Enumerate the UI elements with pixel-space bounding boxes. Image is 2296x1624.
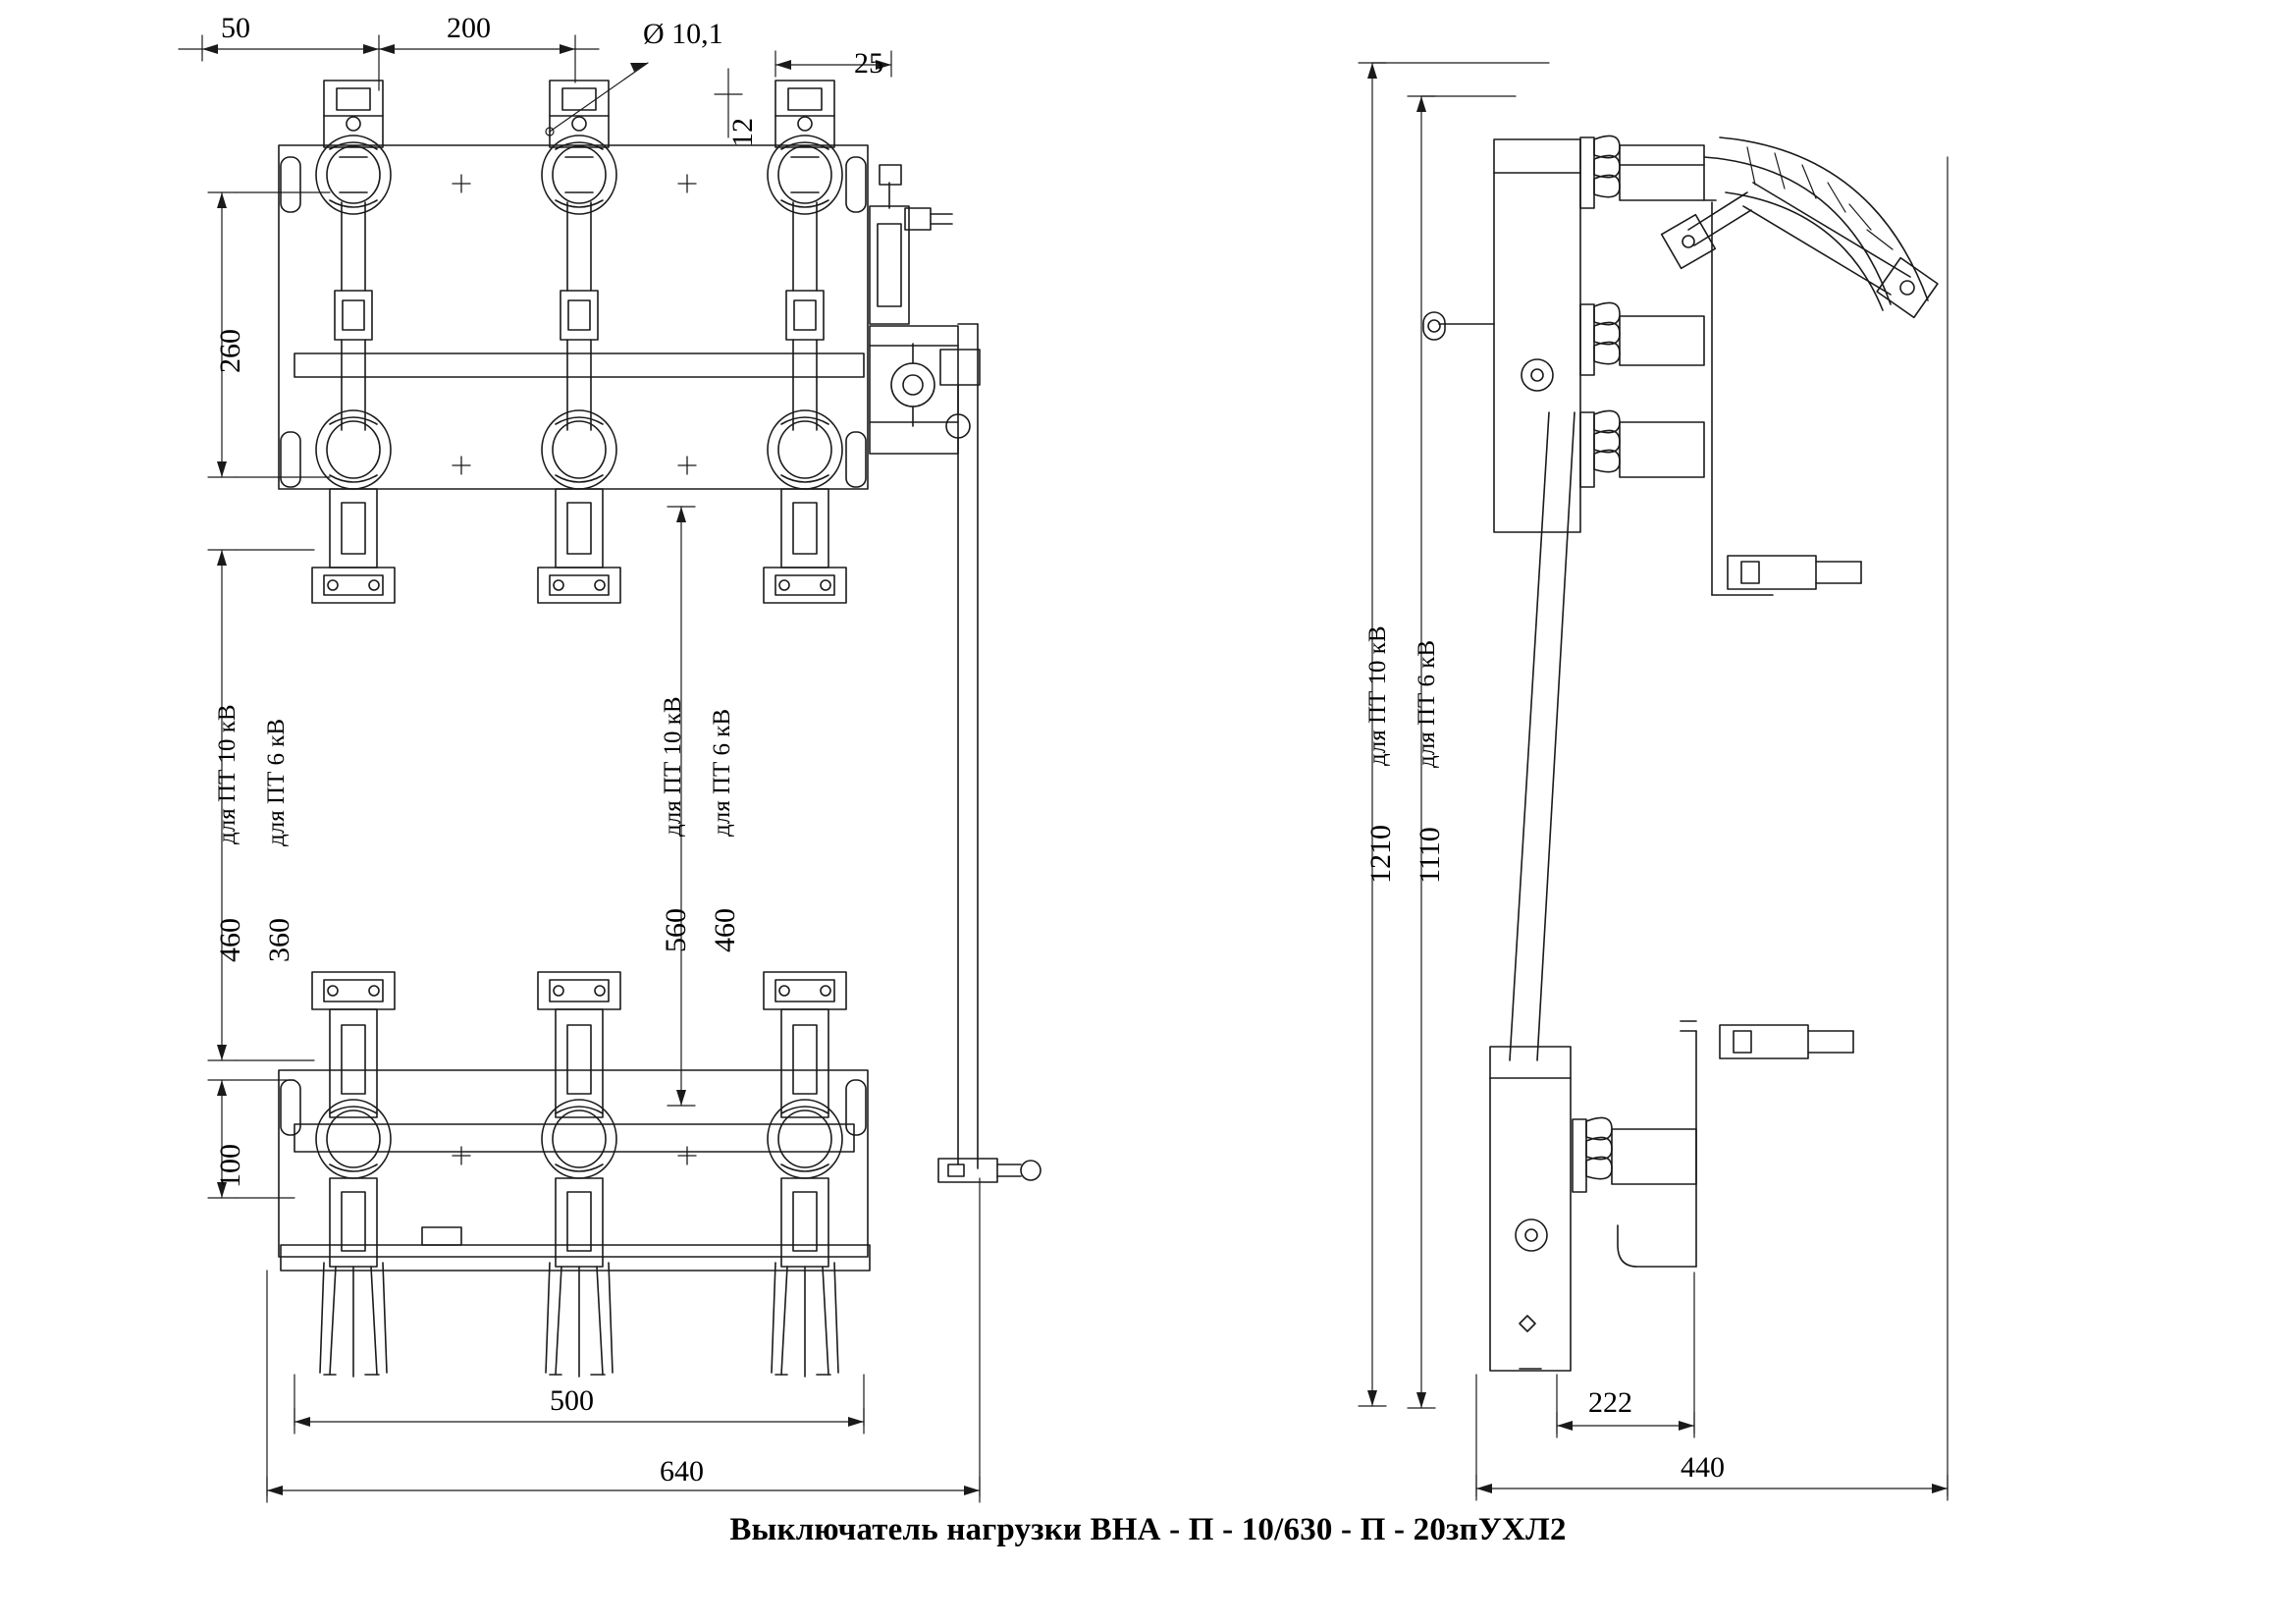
dim-100: 100 xyxy=(214,1144,246,1188)
dim-640: 640 xyxy=(660,1455,704,1488)
dim-460: 460 xyxy=(214,918,246,962)
dim-1210-note: для ПТ 10 кВ xyxy=(1364,625,1391,766)
dim-500: 500 xyxy=(550,1384,594,1417)
dim-1210: 1210 xyxy=(1364,825,1397,884)
dim-1110-note: для ПТ 6 кВ xyxy=(1414,639,1440,768)
dim-440: 440 xyxy=(1681,1451,1725,1484)
drawing-title: Выключатель нагрузки ВНА - П - 10/630 - П - 20зпУХЛ2 xyxy=(729,1512,1567,1547)
dim-200: 200 xyxy=(447,12,491,44)
dim-50: 50 xyxy=(221,12,250,44)
dim-460-note: для ПТ 10 кВ xyxy=(214,704,240,844)
dim-222: 222 xyxy=(1588,1386,1632,1419)
dim-12: 12 xyxy=(726,118,759,147)
dim-560: 560 xyxy=(660,908,692,952)
dim-460b-note: для ПТ 6 кВ xyxy=(709,708,735,837)
dim-260: 260 xyxy=(214,329,246,373)
dim-diameter: Ø 10,1 xyxy=(643,18,723,50)
dim-1110: 1110 xyxy=(1414,827,1446,884)
dim-560-note: для ПТ 10 кВ xyxy=(660,696,686,837)
dim-460b: 460 xyxy=(709,908,741,952)
dim-25: 25 xyxy=(854,47,883,80)
dim-360: 360 xyxy=(263,918,295,962)
dim-360-note: для ПТ 6 кВ xyxy=(263,718,290,846)
